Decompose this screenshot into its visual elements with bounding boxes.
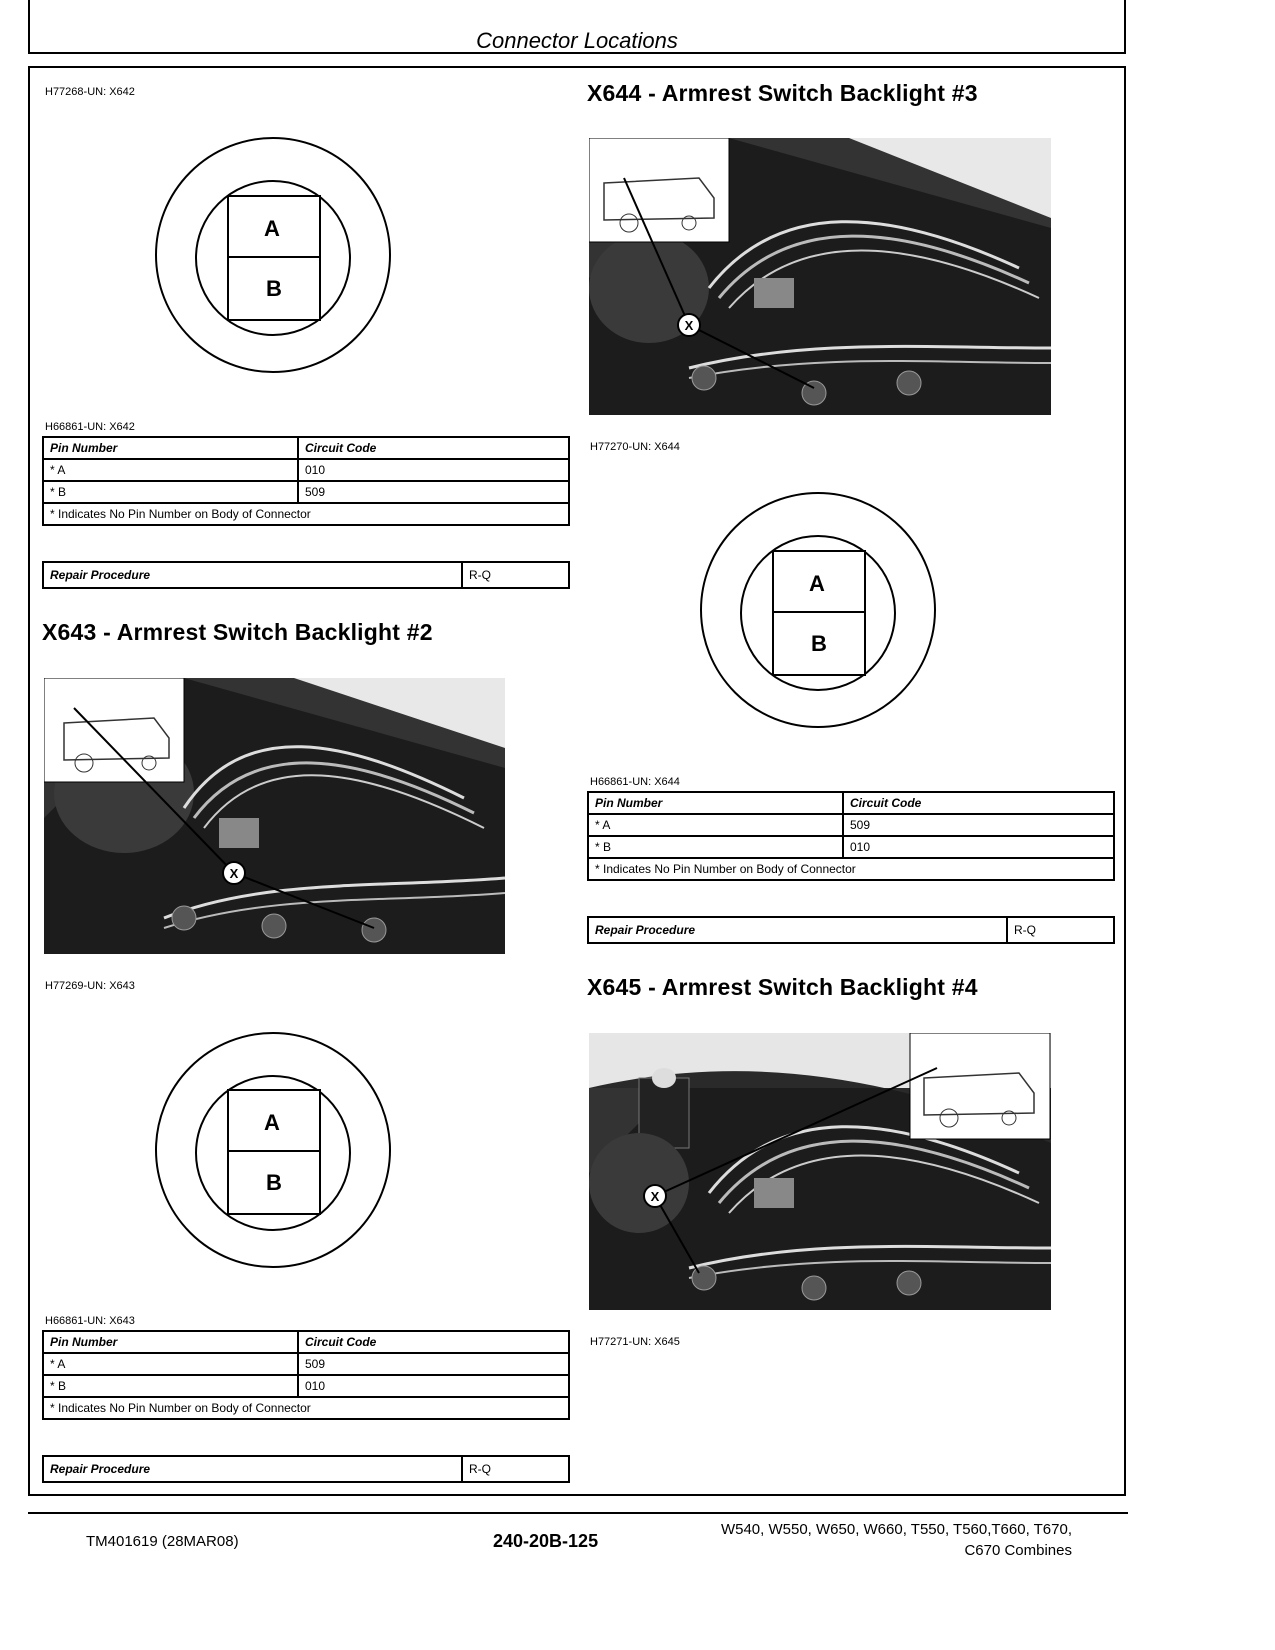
connector-location-photo [44,678,505,954]
repair-procedure-table [42,1455,570,1483]
callout-marker: X [684,318,694,333]
table-row [43,1375,569,1397]
document-id: TM401619 (28MAR08) [86,1533,239,1550]
model-list-line2: C670 Combines [964,1542,1072,1559]
section-title: X645 - Armrest Switch Backlight #4 [587,974,978,1000]
circuit-code-header: Circuit Code [298,437,569,459]
connector-diagram [155,1030,395,1270]
connector-diagram [155,135,395,375]
repair-procedure-value: R-Q [1007,917,1114,943]
pin-number-header: Pin Number [43,1331,298,1353]
figure-caption: H77271-UN: X645 [590,1336,680,1348]
photo-illustration [44,678,505,954]
footer-rule [28,1512,1128,1514]
connector-diagram [700,490,940,730]
pin-number-header: Pin Number [588,792,843,814]
code-cell: 509 [298,1353,569,1375]
table-row [588,836,1114,858]
pin-b-label: B [811,631,827,656]
repair-procedure-label: Repair Procedure [43,1456,462,1482]
code-cell: 509 [298,481,569,503]
figure-caption: H77269-UN: X643 [45,980,135,992]
table-note: * Indicates No Pin Number on Body of Connector [43,503,569,525]
table-caption: H66861-UN: X644 [590,776,680,788]
connector-location-photo [589,138,1051,415]
pin-number-header: Pin Number [43,437,298,459]
pin-cell: * B [43,1375,298,1397]
code-cell: 010 [298,1375,569,1397]
section-title: X644 - Armrest Switch Backlight #3 [587,80,978,106]
pin-b-label: B [266,1170,282,1195]
table-caption: H66861-UN: X642 [45,421,135,433]
table-row [588,814,1114,836]
model-list-line1: W540, W550, W650, W660, T550, T560,T660, T670, [720,1521,1072,1538]
table-row [43,481,569,503]
repair-procedure-value: R-Q [462,562,569,588]
table-row [43,459,569,481]
callout-marker: X [229,866,239,881]
pin-cell: * A [43,1353,298,1375]
photo-illustration [589,1033,1051,1310]
pin-cell: * A [43,459,298,481]
circuit-code-header: Circuit Code [298,1331,569,1353]
pin-table [42,1330,570,1420]
callout-marker: X [650,1189,660,1204]
code-cell: 010 [843,836,1114,858]
section-title: X643 - Armrest Switch Backlight #2 [42,619,433,645]
table-note: * Indicates No Pin Number on Body of Connector [43,1397,569,1419]
pin-table [587,791,1115,881]
pin-cell: * B [588,836,843,858]
pin-b-label: B [266,276,282,301]
code-cell: 010 [298,459,569,481]
table-row [43,1353,569,1375]
circuit-code-header: Circuit Code [843,792,1114,814]
pin-table [42,436,570,526]
pin-cell: * A [588,814,843,836]
repair-procedure-label: Repair Procedure [43,562,462,588]
repair-procedure-value: R-Q [462,1456,569,1482]
page-number: 240-20B-125 [493,1531,599,1551]
photo-illustration [589,138,1051,415]
code-cell: 509 [843,814,1114,836]
figure-caption: H77270-UN: X644 [590,441,680,453]
connector-location-photo [589,1033,1051,1310]
pin-a-label: A [264,216,280,241]
repair-procedure-table [587,916,1115,944]
page-title: Connector Locations [476,28,678,53]
table-note: * Indicates No Pin Number on Body of Connector [588,858,1114,880]
figure-caption: H77268-UN: X642 [45,86,135,98]
repair-procedure-label: Repair Procedure [588,917,1007,943]
pin-a-label: A [809,571,825,596]
pin-cell: * B [43,481,298,503]
repair-procedure-table [42,561,570,589]
table-caption: H66861-UN: X643 [45,1315,135,1327]
pin-a-label: A [264,1110,280,1135]
